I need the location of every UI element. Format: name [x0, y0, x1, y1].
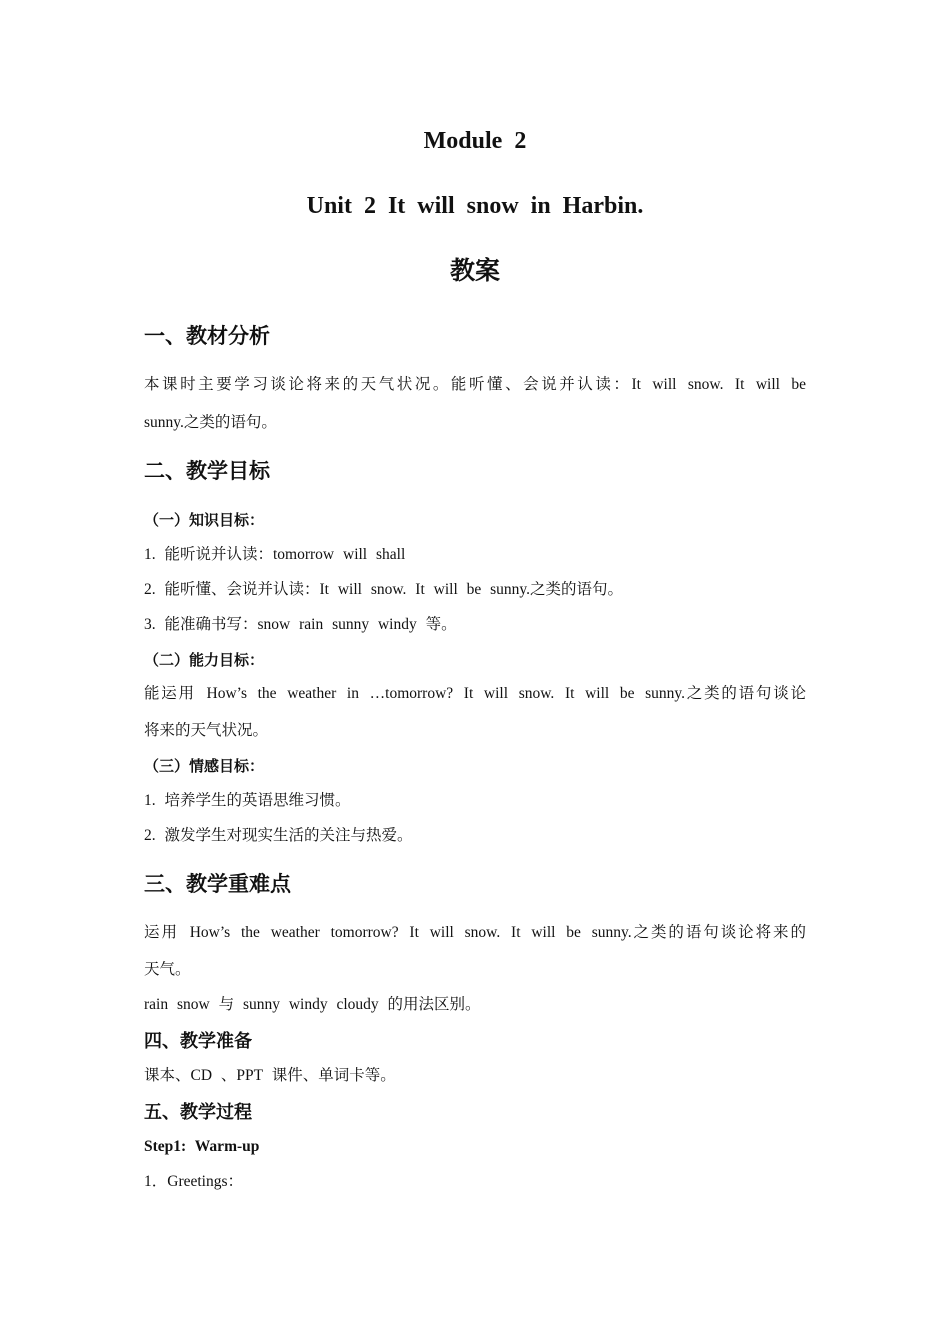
paragraph-line: rain snow 与 sunny windy cloudy 的用法区别。 [144, 996, 481, 1013]
subheading-knowledge-goals: （一）知识目标： [144, 513, 265, 529]
list-item: 1．Greetings： [144, 1173, 244, 1190]
module-title: Module 2 [423, 128, 527, 154]
subheading-emotion-goals: （三）情感目标： [144, 759, 265, 775]
step-heading: Step1: Warm-up [144, 1138, 260, 1155]
subheading-ability-goals: （二）能力目标： [144, 653, 265, 669]
list-item: 2. 能听懂、会说并认读：It will snow. It will be sunny.之类的语句。 [144, 581, 624, 598]
paragraph-line: 将来的天气状况。 [144, 722, 269, 739]
doc-type-title: 教案 [449, 258, 500, 285]
paragraph-line: 能运用 How’s the weather in …tomorrow? It will snow. It will be sunny.之类的语句谈论 [144, 685, 806, 702]
section-heading-textbook-analysis: 一、教材分析 [144, 324, 270, 348]
section-heading-preparation: 四、教学准备 [144, 1031, 252, 1051]
paragraph-line: 天气。 [144, 961, 191, 978]
list-item: 3. 能准确书写：snow rain sunny windy 等。 [144, 616, 457, 633]
list-item: 1. 培养学生的英语思维习惯。 [144, 792, 351, 809]
unit-title: Unit 2 It will snow in Harbin. [306, 193, 644, 219]
paragraph-line: sunny.之类的语句。 [144, 414, 277, 431]
paragraph-line: 本课时主要学习谈论将来的天气状况。能听懂、会说并认读：It will snow. It will be [144, 376, 806, 393]
list-item: 2. 激发学生对现实生活的关注与热爱。 [144, 827, 413, 844]
section-heading-teaching-goals: 二、教学目标 [144, 459, 270, 483]
section-heading-process: 五、教学过程 [144, 1102, 252, 1122]
list-item: 1. 能听说并认读：tomorrow will shall [144, 546, 406, 563]
paragraph-line: 课本、CD 、PPT 课件、单词卡等。 [144, 1067, 396, 1084]
paragraph-line: 运用 How’s the weather tomorrow? It will snow. It will be sunny.之类的语句谈论将来的 [144, 924, 806, 941]
section-heading-key-points: 三、教学重难点 [144, 872, 291, 896]
